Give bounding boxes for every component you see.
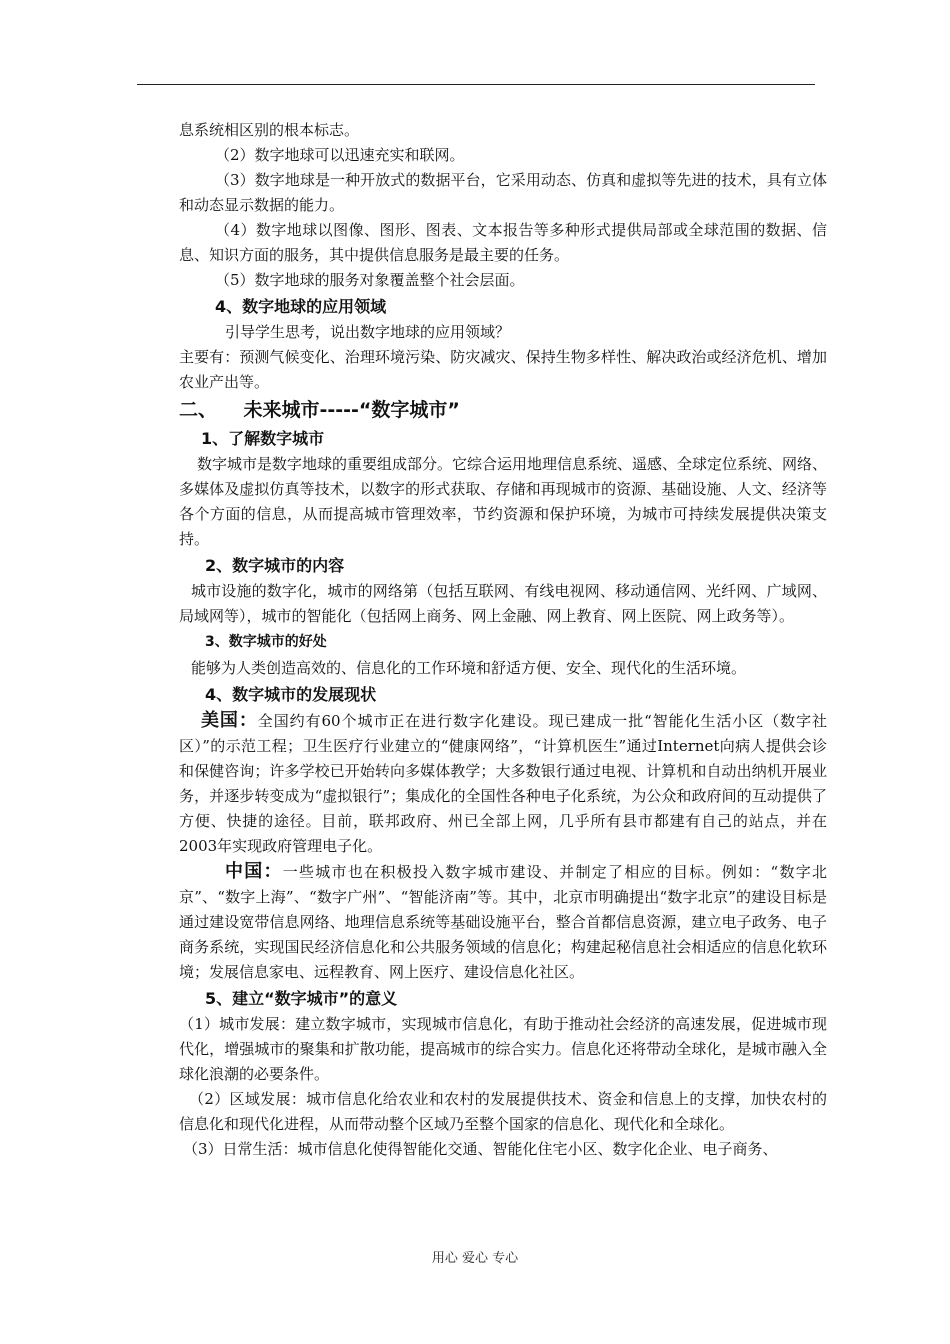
paragraph: 数字城市是数字地球的重要组成部分。它综合运用地理信息系统、遥感、全球定位系统、网络、多媒体及虚拟仿真等技术，以数字的形式获取、存储和再现城市的资源、基础设施、人文、经济等各个方面的信息，从而提高城市管理效率，节约资源和保护环境，为城市可持续发展提供决策支持。 — [179, 455, 828, 548]
paragraph: 能够为人类创造高效的、信息化的工作环境和舒适方便、安全、现代化的生活环境。 — [191, 659, 747, 677]
page-footer: 用心 爱心 专心 — [431, 1251, 519, 1266]
list-item: （3）数字地球是一种开放式的数据平台，它采用动态、仿真和虚拟等先进的技术，具有立体和动态显示数据的能力。 — [179, 171, 827, 214]
list-item: （3）日常生活：城市信息化使得智能化交通、智能化住宅小区、数字化企业、电子商务、 — [183, 1140, 778, 1158]
section-heading: 5、建立“数字城市”的意义 — [205, 989, 398, 1008]
document-body — [179, 118, 827, 1162]
paragraph-line: 息系统相区别的根本标志。 — [179, 121, 360, 139]
header-rule — [137, 84, 815, 85]
section-heading: 3、数字城市的好处 — [205, 634, 327, 650]
section-heading: 2、数字城市的内容 — [205, 556, 345, 575]
list-item: （1）城市发展：建立数字城市，实现城市信息化，有助于推动社会经济的高速发展，促进城市现代化，增强城市的聚集和扩散功能，提高城市的综合实力。信息化还将带动全球化，是城市融入全球化浪潮的必要条件。 — [179, 1015, 827, 1083]
paragraph-text: 一些城市也在积极投入数字城市建设、并制定了相应的目标。例如：“数字北京”、“数字上海”、“数字广州”、“智能济南”等。其中，北京市明确提出“数字北京”的建设目标是通过建设宽带信息网络、地理信息系统等基础设施平台，整合首都信息资源，建立电子政务、电子商务系统，实现国民经济信息化和公共服务领域的信息化；构建起秘信息社会相适应的信息化软环境；发展信息家电、远程教育、网上医疗、建设信息化社区。 — [179, 863, 827, 981]
section-heading: 4、数字地球的应用领域 — [215, 297, 387, 316]
paragraph: 引导学生思考，说出数字地球的应用领域？ — [225, 323, 511, 341]
lead-label: 中国： — [225, 861, 283, 882]
list-item: （5）数字地球的服务对象覆盖整个社会层面。 — [215, 271, 525, 289]
paragraph: 城市设施的数字化，城市的网络第（包括互联网、有线电视网、移动通信网、光纤网、广域网、局域网等），城市的智能化（包括网上商务、网上金融、网上教育、网上医院、网上政务等）。 — [179, 582, 827, 625]
paragraph: 主要有：预测气候变化、治理环境污染、防灾减灾、保持生物多样性、解决政治或经济危机、增加农业产出等。 — [179, 348, 827, 391]
list-item: （2）区域发展：城市信息化给农业和农村的发展提供技术、资金和信息上的支撑，加快农村的信息化和现代化进程，从而带动整个区域乃至整个国家的信息化、现代化和全球化。 — [179, 1090, 827, 1133]
list-item: （2）数字地球可以迅速充实和联网。 — [215, 146, 465, 164]
paragraph-usa — [179, 708, 827, 859]
section-heading: 4、数字城市的发展现状 — [205, 685, 377, 704]
lead-label: 美国： — [201, 710, 258, 731]
chapter-heading: 二、 未来城市-----“数字城市” — [179, 399, 460, 421]
section-heading: 1、了解数字城市 — [201, 429, 325, 448]
list-item: （4）数字地球以图像、图形、图表、文本报告等多种形式提供局部或全球范围的数据、信息、知识方面的服务，其中提供信息服务是最主要的任务。 — [179, 221, 827, 264]
paragraph-text: 全国约有60个城市正在进行数字化建设。现已建成一批“智能化生活小区（数字社区）”的示范工程；卫生医疗行业建立的“健康网络”，“计算机医生”通过Internet向病人提供会诊和保健咨询；许多学校已开始转向多媒体教学；大多数银行通过电视、计算机和自动出纳机开展业务，并逐步转变成为“虚拟银行”；集成化的全国性各种电子化系统，为公众和政府间的互动提供了方便、快捷的途径。目前，联邦政府、州已全部上网，几乎所有县市都建有自己的站点，并在2003年实现政府管理电子化。 — [179, 712, 828, 855]
paragraph-china — [179, 859, 827, 985]
